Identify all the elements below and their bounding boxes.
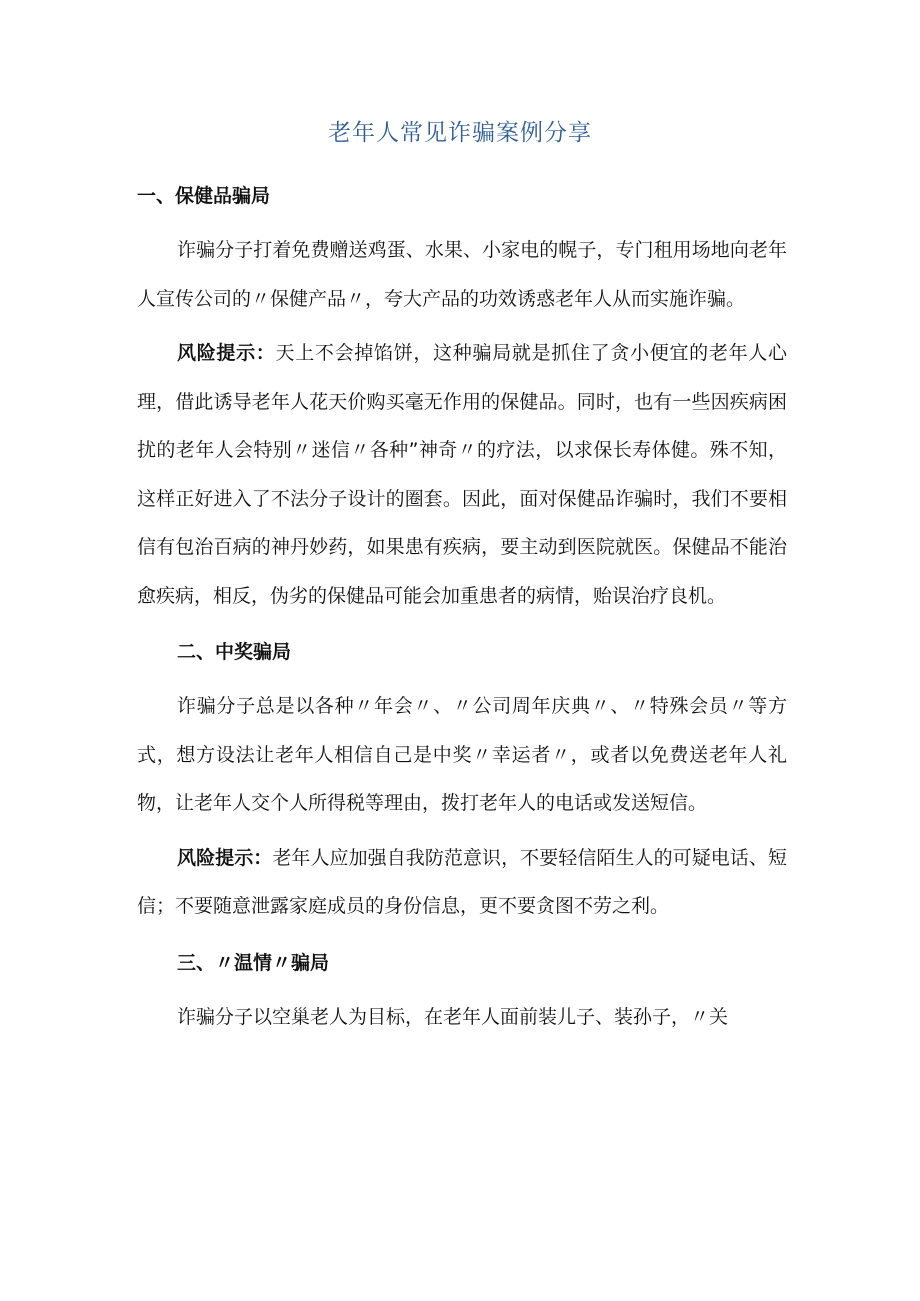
section-heading-2: 二、中奖骗局	[177, 641, 292, 663]
document-body	[137, 178, 787, 1041]
section-2-body: 诈骗分子总是以各种〃年会〃、〃公司周年庆典〃、〃特殊会员〃等方式，想方设法让老年人相信自己是中奖〃幸运者〃，或者以免费送老年人礼物，让老年人交个人所得税等理由，拨打老年人的电话或发送短信。	[137, 695, 787, 814]
risk-label: 风险提示：	[177, 846, 273, 869]
section-1-risk	[137, 329, 787, 620]
section-2-risk	[137, 834, 787, 931]
risk-label: 风险提示：	[177, 342, 276, 364]
section-3-body: 诈骗分子以空巢老人为目标，在老年人面前装儿子、装孙子，〃关	[177, 1005, 729, 1028]
risk-text: 老年人应加强自我防范意识，不要轻信陌生人的可疑电话、短信；不要随意泄露家庭成员的身份信息，更不要贪图不劳之利。	[137, 846, 787, 917]
page-title: 老年人常见诈骗案例分享	[328, 120, 592, 146]
section-heading-3: 三、〃温情〃骗局	[177, 951, 330, 974]
section-1-body: 诈骗分子打着免费赠送鸡蛋、水果、小家电的幌子，专门租用场地向老年人宣传公司的〃保健产品〃，夸大产品的功效诱惑老年人从而实施诈骗。	[137, 239, 787, 310]
section-heading-1: 一、保健品骗局	[137, 185, 271, 207]
risk-text: 天上不会掉馅饼，这种骗局就是抓住了贪小便宜的老年人心理，借此诱导老年人花天价购买毫无作用的保健品。同时，也有一些因疾病困扰的老年人会特别〃迷信〃各种”神奇〃的疗法，以求保长寿体健。殊不知，这样正好进入了不法分子设计的圈套。因此，面对保健品诈骗时，我们不要相信有包治百病的神丹妙药，如果患有疾病，要主动到医院就医。保健品不能治愈疾病，相反，伪劣的保健品可能会加重患者的病情，贻误治疗良机。	[137, 342, 787, 607]
